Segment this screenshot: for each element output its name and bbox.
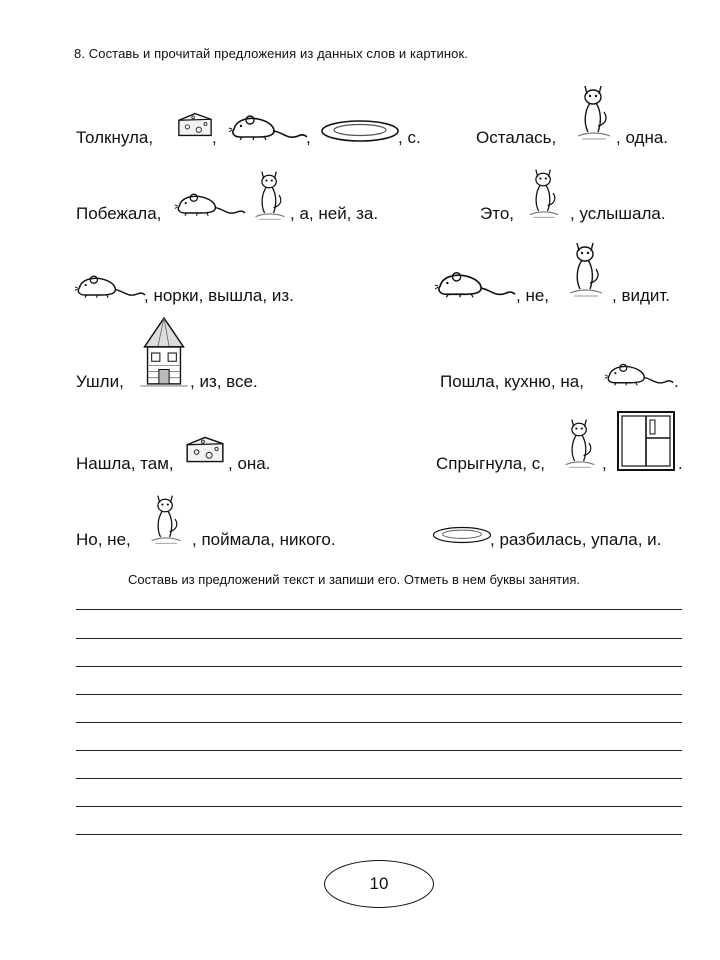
cat-icon <box>148 490 184 548</box>
writing-line[interactable] <box>76 834 682 835</box>
sentence-left-4-end: , из, все. <box>190 372 258 391</box>
writing-line[interactable] <box>76 806 682 807</box>
sentence-left-2: Побежала, <box>76 204 162 223</box>
task-title: 8. Составь и прочитай предложения из данных слов и картинок. <box>74 46 468 61</box>
sentence-left-1-sep1: , <box>212 128 217 147</box>
writing-line[interactable] <box>76 638 682 639</box>
cat-icon <box>566 236 606 302</box>
sentence-left-1 <box>76 128 153 148</box>
plate-icon <box>432 524 492 546</box>
word: Толкнула, <box>76 128 154 147</box>
mouse-icon <box>74 272 146 300</box>
sentence-right-1: Осталась, <box>476 128 557 147</box>
sentence-right-4-end: . <box>674 372 679 391</box>
sentence-left-5-end: , она. <box>228 454 271 473</box>
sentence-left-3: , норки, вышла, из. <box>144 286 294 305</box>
writing-line[interactable] <box>76 750 682 751</box>
mouse-icon <box>174 190 246 218</box>
sentence-right-5-end: . <box>678 454 683 473</box>
mouse-icon <box>604 360 674 388</box>
house-icon <box>138 316 190 388</box>
sentence-left-5: Нашла, там, <box>76 454 174 473</box>
sentence-right-3-end: , видит. <box>612 286 671 305</box>
sentence-left-2-end: , а, ней, за. <box>290 204 379 223</box>
sentence-left-4: Ушли, <box>76 372 124 391</box>
writing-line[interactable] <box>76 666 682 667</box>
writing-line[interactable] <box>76 609 682 610</box>
sentence-left-6-end: , поймала, никого. <box>192 530 336 549</box>
cat-icon <box>526 164 562 222</box>
sentence-right-5: Спрыгнула, с, <box>436 454 545 473</box>
plate-icon <box>320 118 400 144</box>
writing-line[interactable] <box>76 778 682 779</box>
sentence-right-2: Это, <box>480 204 514 223</box>
writing-line[interactable] <box>76 722 682 723</box>
window-icon <box>616 410 676 472</box>
writing-line[interactable] <box>76 694 682 695</box>
sentence-left-1-sep2: , <box>306 128 311 147</box>
cheese-icon <box>176 108 214 142</box>
page-number: 10 <box>369 874 389 893</box>
cat-icon <box>574 80 614 144</box>
sentence-right-6: , разбилась, упала, и. <box>490 530 662 549</box>
mouse-icon <box>228 112 308 142</box>
cheese-icon <box>184 432 226 468</box>
sentence-right-4: Пошла, кухню, на, <box>440 372 584 391</box>
sentence-right-3: , не, <box>516 286 550 305</box>
sentence-right-2-end: , услышала. <box>570 204 666 223</box>
mouse-icon <box>434 268 516 300</box>
sentence-left-1-end: , с. <box>398 128 421 147</box>
sentence-right-5-sep: , <box>602 454 607 473</box>
sentence-left-6: Но, не, <box>76 530 131 549</box>
cat-icon <box>252 168 288 222</box>
instruction-text: Составь из предложений текст и запиши его. Отметь в нем буквы занятия. <box>128 572 580 587</box>
page-number-oval <box>324 860 434 908</box>
cat-icon <box>562 414 598 472</box>
sentence-right-1-end: , одна. <box>616 128 669 147</box>
